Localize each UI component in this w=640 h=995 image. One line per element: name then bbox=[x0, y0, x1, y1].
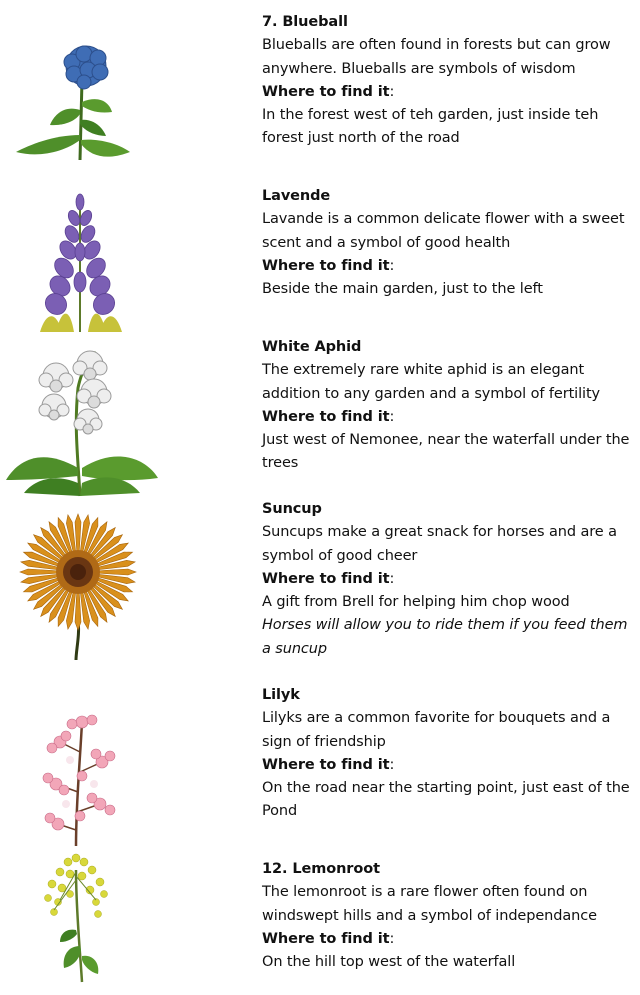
flower-location: On the road near the starting point, just east of the Pond bbox=[262, 780, 630, 820]
where-label: Where to find it: bbox=[262, 83, 395, 100]
where-label: Where to find it: bbox=[262, 756, 395, 773]
flower-title: 12. Lemonroot bbox=[262, 861, 380, 877]
flower-description: The lemonroot is a rare flower often found on windswept hills and a symbol of independance bbox=[262, 884, 597, 924]
flower-location: Just west of Nemonee, near the waterfall under the trees bbox=[262, 432, 630, 472]
flower-text-blueball bbox=[262, 11, 638, 151]
flower-location: In the forest west of teh garden, just inside teh forest just north of the road bbox=[262, 107, 599, 147]
flower-location: Beside the main garden, just to the left bbox=[262, 281, 543, 298]
lavende-flower-icon bbox=[36, 192, 126, 334]
blueball-flower-icon bbox=[14, 40, 134, 170]
where-label: Where to find it: bbox=[262, 408, 395, 425]
flower-description: The extremely rare white aphid is an elegant addition to any garden and a symbol of fertility bbox=[262, 362, 601, 402]
flower-location: On the hill top west of the waterfall bbox=[262, 954, 516, 971]
where-label: Where to find it: bbox=[262, 930, 395, 947]
where-label: Where to find it: bbox=[262, 570, 395, 587]
flower-text-suncup bbox=[262, 498, 638, 661]
flower-title: White Aphid bbox=[262, 339, 362, 355]
flower-text-white-aphid bbox=[262, 336, 638, 476]
flower-text-lilyk bbox=[262, 684, 638, 824]
flower-title: 7. Blueball bbox=[262, 14, 348, 30]
flower-description: Lavande is a common delicate flower with a sweet scent and a symbol of good health bbox=[262, 211, 625, 251]
suncup-flower-icon bbox=[10, 510, 146, 662]
lemonroot-flower-icon bbox=[40, 850, 112, 984]
flower-description: Blueballs are often found in forests but can grow anywhere. Blueballs are symbols of wisdom bbox=[262, 37, 611, 77]
white-aphid-flower-icon bbox=[4, 348, 160, 498]
flower-title: Suncup bbox=[262, 501, 322, 517]
flower-title: Lavende bbox=[262, 188, 331, 204]
flower-note: Horses will allow you to ride them if you feed them a suncup bbox=[262, 617, 628, 657]
flower-description: Lilyks are a common favorite for bouquets and a sign of friendship bbox=[262, 710, 611, 750]
flower-text-lavende bbox=[262, 185, 638, 301]
flower-description: Suncups make a great snack for horses and are a symbol of good cheer bbox=[262, 524, 617, 564]
flower-location: A gift from Brell for helping him chop wood bbox=[262, 594, 570, 611]
where-label: Where to find it: bbox=[262, 257, 395, 274]
flower-text-lemonroot bbox=[262, 858, 638, 974]
flower-title: Lilyk bbox=[262, 687, 300, 703]
lilyk-flower-icon bbox=[36, 712, 128, 848]
